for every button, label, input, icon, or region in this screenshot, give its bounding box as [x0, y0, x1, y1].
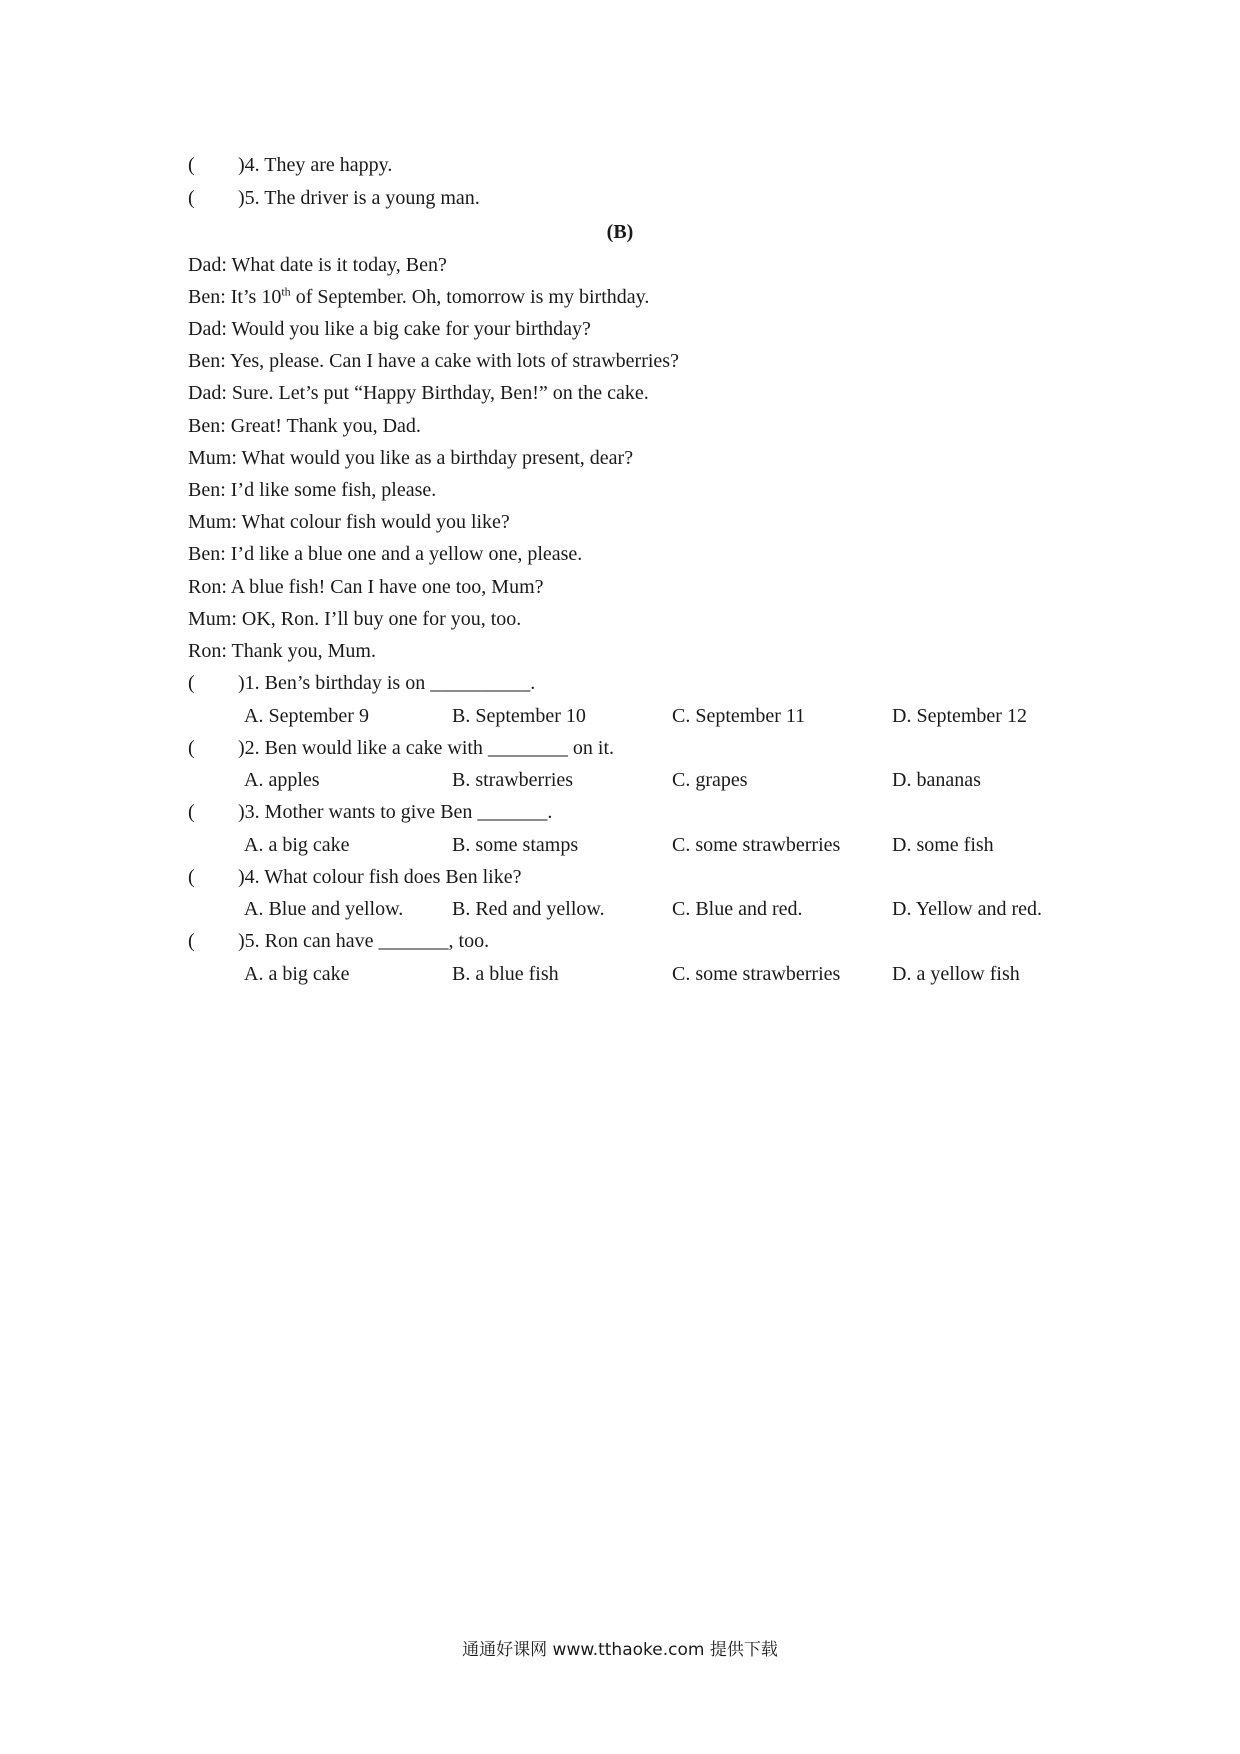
option-c: C. some strawberries: [672, 834, 841, 856]
option-a: A. September 9: [244, 705, 369, 727]
option-d: D. bananas: [892, 769, 981, 791]
answer-paren: (: [188, 801, 195, 823]
answer-paren: (: [188, 930, 195, 952]
question-5-options: [0, 959, 1240, 989]
dialogue-line-10: Ben: I’d like a blue one and a yellow one, please.: [188, 543, 583, 565]
option-b: B. Red and yellow.: [452, 898, 605, 920]
answer-paren: (: [188, 866, 195, 888]
option-a: A. Blue and yellow.: [244, 898, 404, 920]
option-a: A. a big cake: [244, 963, 350, 985]
dialogue-line-8: Ben: I’d like some fish, please.: [188, 479, 437, 501]
option-d: D. Yellow and red.: [892, 898, 1042, 920]
answer-paren: (: [188, 672, 195, 694]
dialogue-line-2: [188, 282, 649, 312]
question-text: )2. Ben would like a cake with ________ on it.: [238, 737, 615, 759]
part-b-heading: (B): [606, 221, 634, 243]
option-b: B. a blue fish: [452, 963, 559, 985]
option-a: A. apples: [244, 769, 320, 791]
option-c: C. Blue and red.: [672, 898, 803, 920]
option-b: B. September 10: [452, 705, 586, 727]
option-d: D. some fish: [892, 834, 994, 856]
option-b: B. strawberries: [452, 769, 574, 791]
question-1-options: [0, 701, 1240, 731]
answer-paren: (: [188, 187, 195, 209]
question-4-options: [0, 894, 1240, 924]
page-footer: 通通好课网 www.tthaoke.com 提供下载: [462, 1640, 778, 1660]
question-text: )1. Ben’s birthday is on __________.: [238, 672, 536, 694]
option-c: C. some strawberries: [672, 963, 841, 985]
dialogue-line-12: Mum: OK, Ron. I’ll buy one for you, too.: [188, 608, 522, 630]
question-3-options: [0, 830, 1240, 860]
ordinal-suffix: th: [281, 284, 291, 299]
dialogue-line-5: Dad: Sure. Let’s put “Happy Birthday, Ben!” on the cake.: [188, 382, 649, 404]
answer-paren: (: [188, 737, 195, 759]
dialogue-line-1: Dad: What date is it today, Ben?: [188, 254, 447, 276]
option-a: A. a big cake: [244, 834, 350, 856]
question-text: )3. Mother wants to give Ben _______.: [238, 801, 553, 823]
option-c: C. grapes: [672, 769, 748, 791]
dialogue-line-2-end: of September. Oh, tomorrow is my birthday.: [290, 286, 650, 308]
question-text: )5. Ron can have _______, too.: [238, 930, 490, 952]
dialogue-line-6: Ben: Great! Thank you, Dad.: [188, 415, 421, 437]
dialogue-line-2-start: Ben: It’s 10: [188, 286, 282, 308]
option-d: D. September 12: [892, 705, 1027, 727]
dialogue-line-9: Mum: What colour fish would you like?: [188, 511, 510, 533]
dialogue-line-4: Ben: Yes, please. Can I have a cake with lots of strawberries?: [188, 350, 679, 372]
question-text: )4. They are happy.: [238, 154, 393, 176]
option-d: D. a yellow fish: [892, 963, 1020, 985]
dialogue-line-3: Dad: Would you like a big cake for your birthday?: [188, 318, 591, 340]
dialogue-line-13: Ron: Thank you, Mum.: [188, 640, 376, 662]
answer-paren: (: [188, 154, 195, 176]
option-b: B. some stamps: [452, 834, 579, 856]
question-text: )4. What colour fish does Ben like?: [238, 866, 522, 888]
dialogue-line-11: Ron: A blue fish! Can I have one too, Mum?: [188, 576, 544, 598]
question-text: )5. The driver is a young man.: [238, 187, 480, 209]
dialogue-line-7: Mum: What would you like as a birthday present, dear?: [188, 447, 634, 469]
question-2-options: [0, 765, 1240, 795]
option-c: C. September 11: [672, 705, 806, 727]
